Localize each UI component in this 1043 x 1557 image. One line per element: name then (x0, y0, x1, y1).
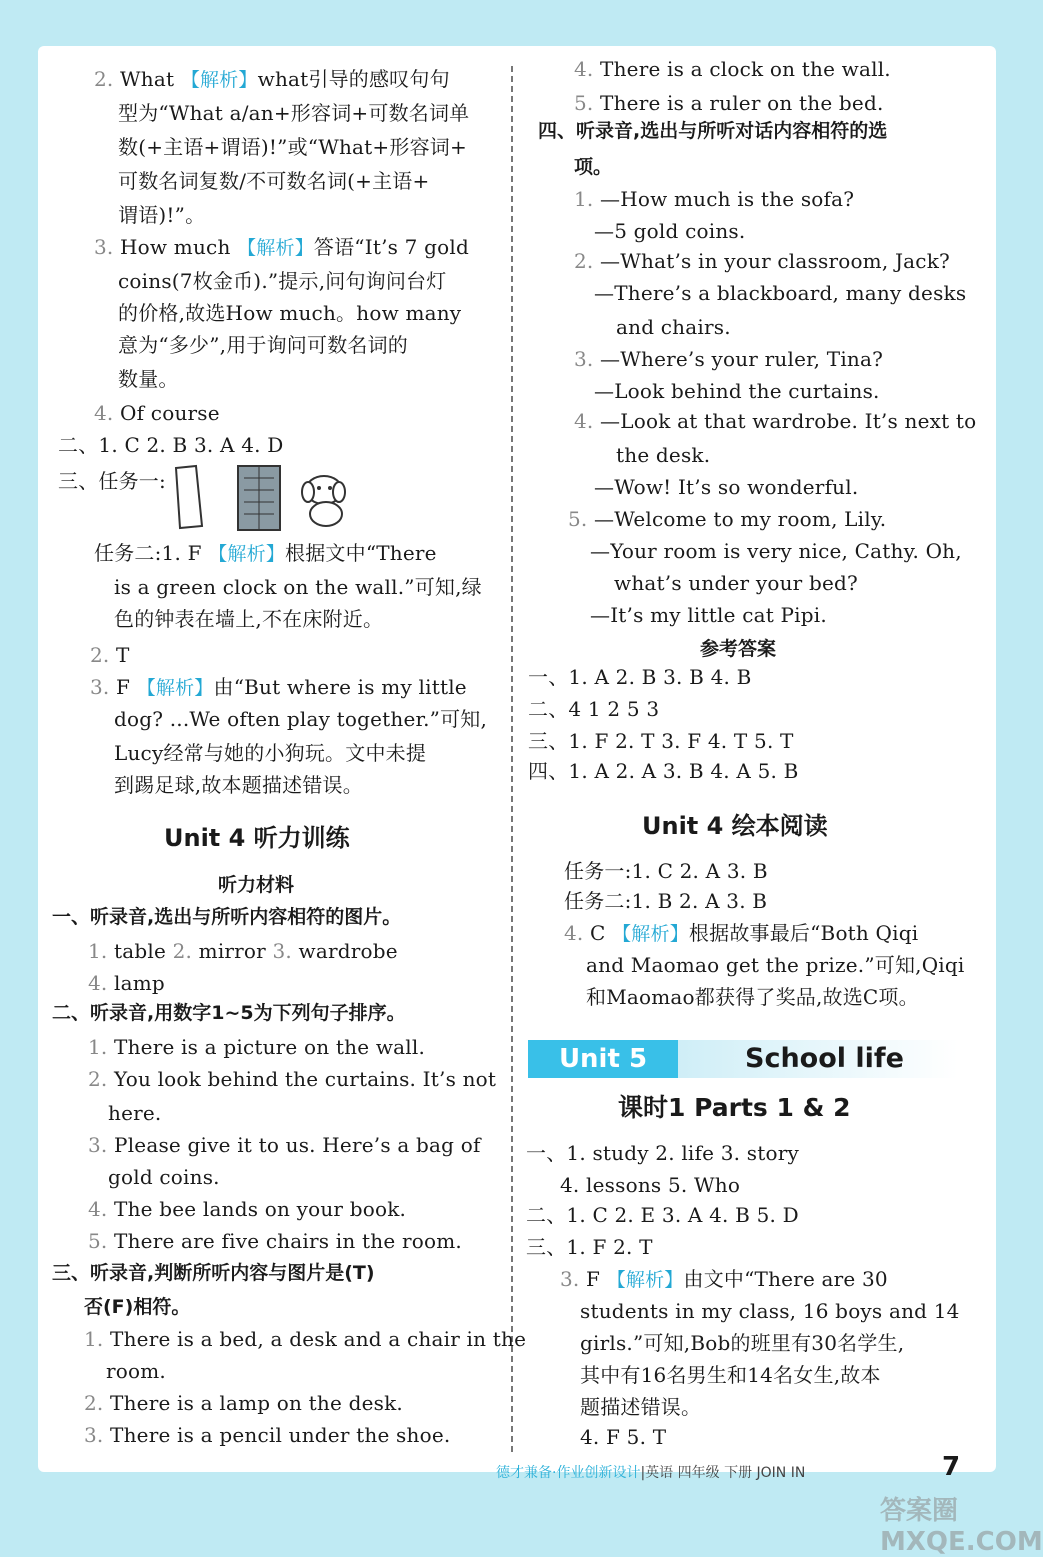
answer-line: 任务一:1. C 2. A 3. B (564, 859, 768, 883)
answer-line: 3. F 【解析】由“But where is my little (90, 675, 467, 699)
page-number: 7 (942, 1452, 961, 1482)
answer-line: 1. There is a picture on the wall. (88, 1035, 426, 1059)
watermark: 答案圈 MXQE.COM (880, 1496, 1043, 1557)
dialogue-line: —Look behind the curtains. (594, 379, 880, 403)
mirror-icon (176, 466, 202, 528)
answer-line: 5. There are five chairs in the room. (88, 1229, 462, 1253)
answer-line: 可数名词复数/不可数名词(+主语+ (118, 169, 430, 193)
answer-line: Lucy经常与她的小狗玩。文中未提 (114, 741, 427, 765)
answer-line: 二、4 1 2 5 3 (528, 697, 660, 721)
analysis-tag: 【解析】 (180, 69, 258, 91)
answer-line: 色的钟表在墙上,不在床附近。 (114, 607, 384, 631)
answer-line: and Maomao get the prize.”可知,Qiqi (586, 953, 965, 977)
answer-line: 一、1. A 2. B 3. B 4. B (528, 665, 752, 689)
dialogue-line: 2. —What’s in your classroom, Jack? (574, 249, 950, 273)
answer-line: 5. There is a ruler on the bed. (574, 91, 884, 115)
dialogue-line: —There’s a blackboard, many desks (594, 281, 967, 305)
dialogue-line: —Wow! It’s so wonderful. (594, 475, 859, 499)
dialogue-line: —5 gold coins. (594, 219, 746, 243)
answer-line: 的价格,故选How much。how many (118, 301, 462, 325)
analysis-tag: 【解析】 (606, 1269, 684, 1291)
lesson-title: 课时1 Parts 1 & 2 (618, 1093, 851, 1122)
answer-line: students in my class, 16 boys and 14 (580, 1299, 960, 1323)
unit-title: School life (745, 1043, 904, 1074)
answer-line: 三、1. F 2. T (526, 1235, 653, 1259)
analysis-tag: 【解析】 (208, 543, 286, 565)
question-heading: 二、听录音,用数字1~5为下列句子排序。 (52, 1002, 406, 1024)
answer-line: 4. F 5. T (580, 1425, 667, 1449)
answer-line: room. (106, 1359, 166, 1383)
task1-pictures (174, 462, 354, 534)
answer-line: 二、1. C 2. B 3. A 4. D (58, 433, 284, 457)
answer-line: 2. T (90, 643, 130, 667)
unit-badge: Unit 5 (528, 1040, 678, 1078)
answer-line: 4. lamp (88, 971, 165, 995)
answer-line: 其中有16名男生和14名女生,故本 (580, 1363, 881, 1387)
answer-line: is a green clock on the wall.”可知,绿 (114, 575, 482, 599)
answer-line: 四、1. A 2. A 3. B 4. A 5. B (528, 759, 799, 783)
footer (496, 1462, 805, 1482)
answer-line: 题描述错误。 (580, 1395, 702, 1419)
answer-line: 4. There is a clock on the wall. (574, 57, 891, 81)
answer-line: 任务二:1. F 【解析】根据文中“There (94, 541, 437, 565)
answer-line: 意为“多少”,用于询问可数名词的 (118, 333, 409, 357)
answer-line: 三、1. F 2. T 3. F 4. T 5. T (528, 729, 794, 753)
answer-line: 到踢足球,故本题描述错误。 (114, 773, 363, 797)
dialogue-line: the desk. (616, 443, 711, 467)
answer-line: dog? ...We often play together.”可知, (114, 707, 488, 731)
answer-line: 4. Of course (94, 401, 220, 425)
analysis-tag: 【解析】 (612, 923, 689, 945)
answer-line: coins(7枚金币).”提示,问句询问台灯 (118, 269, 447, 293)
answer-line: 数量。 (118, 367, 179, 391)
answer-line: girls.”可知,Bob的班里有30名学生, (580, 1331, 905, 1355)
answer-line: 4. C 【解析】根据故事最后“Both Qiqi (564, 921, 919, 945)
answer-line: here. (108, 1101, 162, 1125)
dialogue-line: 1. —How much is the sofa? (574, 187, 855, 211)
answer-line: 3. F 【解析】由文中“There are 30 (560, 1267, 888, 1291)
answer-line: 2. You look behind the curtains. It’s not (88, 1067, 497, 1091)
question-heading: 一、听录音,选出与所听内容相符的图片。 (52, 906, 402, 928)
answer-line: 2. There is a lamp on the desk. (84, 1391, 403, 1415)
section-title: Unit 4 听力训练 (164, 824, 350, 852)
answer-line: 谓语)!”。 (118, 203, 206, 227)
answer-line: gold coins. (108, 1165, 220, 1189)
dialogue-line: —It’s my little cat Pipi. (590, 603, 827, 627)
column-divider (511, 66, 513, 1452)
answer-line: 三、任务一: (58, 469, 166, 493)
analysis-tag: 【解析】 (136, 677, 214, 699)
dialogue-line: 3. —Where’s your ruler, Tina? (574, 347, 884, 371)
dialogue-line: what’s under your bed? (614, 571, 858, 595)
dialogue-line: 4. —Look at that wardrobe. It’s next to (574, 409, 977, 433)
answer-line: 一、1. study 2. life 3. story (526, 1141, 799, 1165)
answer-line: 和Maomao都获得了奖品,故选C项。 (586, 985, 919, 1009)
answer-line: 4. lessons 5. Who (560, 1173, 741, 1197)
dialogue-line: 5. —Welcome to my room, Lily. (568, 507, 887, 531)
answer-line: 2. What 【解析】what引导的感叹句句 (94, 67, 450, 91)
dialogue-line: —Your room is very nice, Cathy. Oh, (590, 539, 962, 563)
question-heading: 项。 (574, 156, 613, 178)
answer-line: 任务二:1. B 2. A 3. B (564, 889, 768, 913)
answer-line: 数(+主语+谓语)!”或“What+形容词+ (118, 135, 467, 159)
answer-line: 二、1. C 2. E 3. A 4. B 5. D (526, 1203, 799, 1227)
analysis-tag: 【解析】 (237, 237, 314, 259)
section-subtitle: 听力材料 (218, 874, 295, 896)
question-heading: 否(F)相符。 (84, 1296, 191, 1318)
reference-answers-heading: 参考答案 (700, 638, 777, 660)
answer-line: 4. The bee lands on your book. (88, 1197, 407, 1221)
footer-info: |英语 四年级 下册 JOIN IN (640, 1465, 806, 1481)
answer-line: 3. There is a pencil under the shoe. (84, 1423, 451, 1447)
wardrobe-icon (238, 466, 280, 530)
section-title: Unit 4 绘本阅读 (642, 812, 828, 840)
answer-line: 3. Please give it to us. Here’s a bag of (88, 1133, 481, 1157)
answer-line: 1. table 2. mirror 3. wardrobe (88, 939, 398, 963)
answer-line: 3. How much 【解析】答语“It’s 7 gold (94, 235, 469, 259)
answer-line: 型为“What a/an+形容词+可数名词单 (118, 101, 470, 125)
question-heading: 三、听录音,判断所听内容与图片是(T) (52, 1262, 375, 1284)
footer-brand: 德才兼备·作业创新设计 (496, 1465, 641, 1481)
question-heading: 四、听录音,选出与所听对话内容相符的选 (538, 120, 888, 142)
answer-line: 1. There is a bed, a desk and a chair in the (84, 1327, 527, 1351)
dialogue-line: and chairs. (616, 315, 731, 339)
puppy-icon (302, 476, 345, 526)
